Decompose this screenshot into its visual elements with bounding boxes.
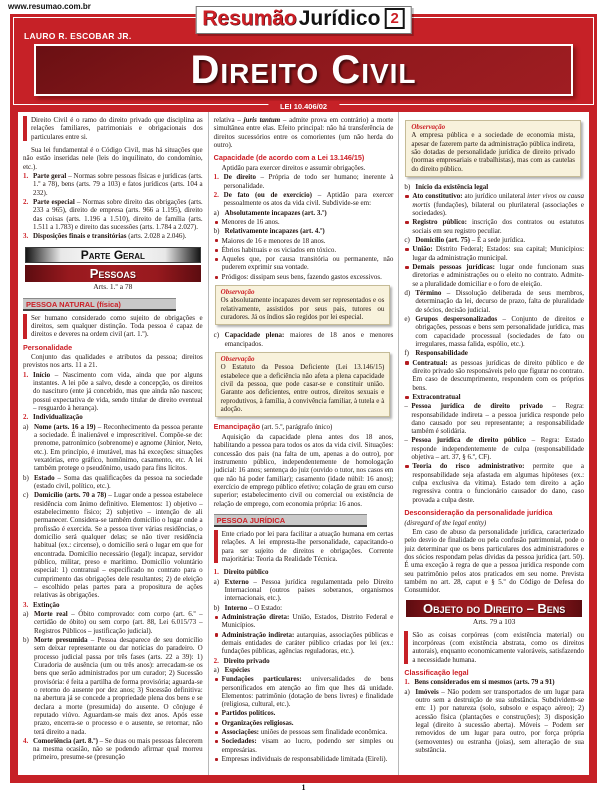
item-number: 1. [23, 370, 29, 379]
sub-item [23, 610, 203, 635]
item-letter: f) [404, 349, 410, 358]
item-lead: Estado [34, 473, 55, 482]
item-letter: c) [404, 235, 410, 244]
bullet-lead: Extracontratual [412, 392, 461, 401]
observation-title: Observação [220, 355, 255, 364]
bullet-item [214, 728, 394, 736]
section-header-objeto-do-direito: Objeto do Direito – Bens [406, 600, 582, 617]
bullet-text: universalidades de bens personificados em atenção ao fim que lhes dá unidade. Elementos: patrimônio (dotação de bens livres) e finalidade (religiosa, cultural, etc.). [221, 675, 394, 709]
bullet-text: permite que a responsabilidade seja afastada em algumas hipóteses (ex.: culpa exclusiva da vítima). Estado tem direito a ação regressiva contra o funcionário causador do dano, caso provada a culpa deste. [412, 462, 585, 504]
sub-item [23, 474, 203, 491]
item-lead: De direito [223, 173, 257, 182]
definition-block: São as coisas corpóreas (com existência material) ou incorpóreas (com existência abstrata, como os direitos autorais), enquanto economicamente valoráveis, satisfazendo a necessidade humana. [404, 631, 584, 664]
observation-text: A empresa pública e a sociedade de economia mista, apesar de fazerem parte da administração pública indireta, são dotadas de personalidade jurídica de direito privado (normas empresariais e trabalhistas), mas com as cautelas do direito público. [411, 131, 576, 173]
item-text: (arts. 2.028 a 2.046). [126, 232, 187, 241]
heading-text: Emancipação [213, 422, 261, 432]
item-text: – Não podem ser transportados de um lugar para outro sem a destruição de sua substância. Subdividem-se em: 1) por natureza (solo, subsolo e espaço aéreo); 2) acessão física (plantações e construções); 3) disposição legal (direito à sucessão aberta). Móveis – Podem ser removidos de um lugar para outro, por força própria (semoventes) ou estranha (joias), sem alteração de sua substância. [415, 687, 585, 755]
item-lead: Grupos despersonalizados [415, 314, 498, 323]
list-item [404, 678, 584, 686]
sub-item [404, 183, 584, 191]
sub-item [214, 331, 394, 348]
bullet-lead: Sociedades: [221, 737, 257, 746]
list-item [23, 371, 203, 413]
item-text: – Conjunto de direitos e obrigações, pessoas e bens sem personalidade jurídica, mas com capacidade processual (sociedades de fato ou irregulares, massa falida, espólio, etc.). [415, 314, 585, 348]
item-lead: Parte geral [33, 171, 67, 180]
subsection-pessoa-juridica: PESSOA JURÍDICA [214, 514, 367, 527]
law-badge: LEI 10.406/02 [268, 101, 339, 112]
bullet-item [214, 675, 394, 708]
latin-term: juris tantum [243, 116, 281, 124]
column-1 [18, 112, 208, 775]
item-letter: c) [213, 331, 220, 340]
topic-heading-personalidade: Personalidade [23, 342, 73, 352]
item-letter: a) [23, 609, 29, 618]
item-letter: a) [213, 577, 220, 586]
topic-heading-desconsideracao: Desconsideração da personalidade jurídica [404, 508, 553, 518]
bullet-lead: União: [412, 245, 433, 254]
item-letter: a) [213, 665, 220, 674]
sub-item [404, 315, 584, 348]
articles-range: Arts. 1.º a 78 [93, 281, 133, 291]
item-number: 3. [23, 232, 29, 241]
item-lead: Bens considerados em si mesmos (arts. 79 a 91) [414, 678, 555, 687]
item-lead: Interno [224, 603, 248, 612]
latin-term: inter vivos ou causa mortis [412, 192, 585, 209]
bullet-item [404, 192, 584, 217]
bullet-text: Empresas individuais de responsabilidade limitada (Eireli). [221, 755, 388, 764]
bullet-text: uniões de pessoas sem finalidade econômica. [259, 728, 388, 737]
paragraph: Conjunto das qualidades e atributos da pessoa; direitos previstos nos arts. 11 a 21. [23, 353, 203, 370]
bullet-text: (fundações), bilateral ou plurilateral (associações e sociedades). [412, 200, 585, 217]
dash-item [404, 436, 584, 461]
item-letter: a) [213, 208, 220, 217]
sheet [10, 7, 597, 783]
item-text: – Nascimento com vida, ainda que por alguns instantes. A lei põe a salvo, desde a concepção, os direitos do nascituro (ente já concebido, mas que ainda não nasceu; possui expectativa de vida, sendo titular de direito eventual – resguardo à herança). [33, 370, 203, 413]
list-item [214, 191, 394, 208]
sub-item [214, 578, 394, 603]
item-text: – Lugar onde a pessoa estabelece residência com ânimo definitivo. Elementos: 1) objetivo – estabelecimento físico; 2) subjetivo – intenção de ali permanecer. Considera-se também domicílio o lugar onde a profissão é exercida. Se a pessoa tiver várias residências, o domicílio será qualquer delas; se não tiver residência habitual (ex.: circense), o domicílio será o lugar em que for encontrada. Domicílio necessário (legal): incapaz, servidor público, militar, preso e marítimo. Domicílio voluntário especial: 1) contratual – especificado no contrato para o cumprimento das obrigações dele resultantes; 2) de eleição – escolhido pelas partes para a propositura de ações relativas às obrigações. [34, 491, 203, 600]
dash-lead: Pessoa jurídica de direito privado [411, 402, 543, 411]
brand-logo [195, 6, 412, 34]
list-item [214, 568, 394, 576]
bullet-lead: Fundações particulares: [221, 675, 302, 684]
item-lead: Morte presumida [34, 635, 88, 644]
list-item [23, 198, 203, 231]
item-text: – Se duas ou mais pessoas falecerem na mesma ocasião, não se podendo afirmar qual morreu primeiro, presume-se (presunção [33, 736, 203, 762]
item-text: – Normas sobre pessoas físicas e jurídicas (arts. 1.º a 78), bens (arts. 79 a 103) e fatos jurídicos (arts. 104 a 232). [33, 171, 203, 197]
item-letter: e) [404, 314, 410, 323]
list-item [23, 737, 203, 762]
text: relativa – [213, 116, 244, 124]
item-letter: d) [404, 288, 411, 297]
item-number: 2. [23, 197, 29, 206]
subsection-pessoa-natural: PESSOA NATURAL (física) [23, 298, 176, 311]
bullet-text: União, Estados, Distrito Federal e Municípios. [221, 612, 394, 630]
list-item [23, 172, 203, 197]
paragraph: Sua lei fundamental é o Código Civil, mas há situações que não estão inseridas nele (leis do inquilinato, do condomínio, etc.). [23, 145, 203, 171]
item-letter: c) [23, 491, 29, 500]
item-number: 4. [23, 736, 29, 745]
bullet-item [404, 462, 584, 504]
bullet-text: ato jurídico unilateral [462, 192, 528, 201]
item-text: – Aptidão para exercer pessoalmente os atos da vida civil. Subdivide-se em: [223, 190, 394, 208]
item-number: 1. [213, 173, 219, 182]
observation-text: Os absolutamente incapazes devem ser representados e os relativamente, assistidos por seus pais, tutores ou curadores. Já os índios são regidos por lei especial. [220, 296, 385, 322]
sub-item [23, 423, 203, 473]
site-url: www.resumao.com.br [8, 2, 91, 11]
bullet-lead: Contratual: [412, 358, 448, 367]
list-item [214, 173, 394, 190]
definition-block: Ser humano considerado como sujeito de obrigações e direitos, sem qualquer distinção. Toda pessoa é capaz de direitos e deveres na ordem civil (art. 1.º). [23, 314, 203, 339]
bullet-item [404, 263, 584, 288]
item-text: – É a sede jurídica. [469, 235, 526, 244]
bullet-text: inscrição dos contratos ou estatutos sociais em seu registro peculiar. [412, 218, 585, 235]
bullet-lead: Ato constitutivo: [412, 192, 463, 201]
observation-box [215, 285, 391, 325]
bullet-item [214, 631, 394, 656]
item-text: – Soma das qualificações da pessoa na sociedade (estado civil, político, etc.). [34, 473, 203, 490]
item-number: 1. [213, 568, 219, 577]
item-lead: Externo [224, 577, 249, 586]
item-letter: a) [23, 422, 29, 431]
topic-heading-emancipacao [214, 423, 394, 432]
item-lead: De fato (ou de exercício) [223, 190, 312, 199]
dash-text: – Regra: responsabilidade indireta – a pessoa jurídica responde pelo dano causado por seu representante; a responsabilidade também é solidária. [411, 402, 585, 436]
author-name: LAURO R. ESCOBAR JR. [24, 31, 132, 41]
item-number: 2. [213, 656, 219, 665]
dash-text: – Regra: Estado responde independentemente de culpa (responsabilidade objetiva – art. 37, § 6.º, CF). [411, 436, 585, 462]
bullet-item [214, 719, 394, 727]
header [13, 7, 594, 111]
title-panel [34, 44, 573, 96]
item-lead: Domicílio (arts. 70 a 78) [34, 491, 107, 500]
bullet-lead: Administração indireta: [221, 630, 295, 639]
item-number: 1. [23, 171, 29, 180]
item-lead: Comoriência (art. 8.º) [33, 736, 98, 745]
bullet-item [404, 359, 584, 392]
sub-item [404, 688, 584, 755]
item-text: – Pessoa desaparece de seu domicílio sem deixar representante ou dar notícias do paradeiro. O processo judicial passa por três fases (arts. 22 a 39): 1) Curadoria de ausência (um ou três anos): arrecadam-se os bens que serão administrados por um curador; 2) Sucessão provisória: é feita a partilha de forma provisória; aguarda-se o retorno do ausente por dez anos; 3) Sucessão definitiva: na abertura já se concede a propriedade plena dos bens e se declara a morte (presumida) do ausente. O cônjuge é reputado viúvo. Aguardam-se mais dez anos. Após esse prazo, encerra-se o processo e o ausente, se retornar, não terá direito a nada. [34, 635, 203, 736]
sub-item [214, 666, 394, 674]
item-letter: b) [213, 603, 220, 612]
item-lead: Capacidade plena: [224, 331, 285, 340]
list-item [214, 657, 394, 665]
observation-title: Observação [411, 123, 446, 131]
dash-lead: Pessoa jurídica de direito público [411, 436, 527, 445]
column-3 [398, 112, 589, 775]
articles-range: Arts. 79 a 103 [472, 616, 516, 626]
brand-volume-badge: 2 [384, 8, 404, 29]
sub-item [404, 236, 584, 244]
item-lead: Nome (arts. 16 a 19) [34, 422, 96, 431]
paragraph: Aptidão para exercer direitos e assumir obrigações. [221, 163, 366, 172]
item-lead: Imóveis [415, 687, 439, 696]
content-area [18, 112, 589, 775]
item-text: – O Estado: [247, 603, 283, 612]
observation-text: O Estatuto da Pessoa Deficiente (Lei 13.146/15) estabelece que a deficiência não afeta a plena capacidade civil da pessoa, que pode casar-se e constituir união. Garante aos deficientes, entre outros, direitos sexuais e reprodutivos, à família, à convivência familiar, à tutela e à adoção. [220, 363, 385, 414]
bullet-lead: Demais pessoas jurídicas: [412, 262, 495, 271]
bullet-text: autarquias, associações públicas e demais entidades de caráter público criadas por lei (ex.: fundações públicas, agências reguladoras, etc.). [221, 630, 394, 656]
bullet-item [214, 613, 394, 630]
bullet-lead: Organizações religiosas. [221, 718, 294, 727]
item-text: – Dissolução deliberada de seus membros, determinação da lei, decurso de prazo, falta de pluralidade de sócios, decisão judicial. [415, 288, 585, 314]
item-lead: Domicílio (art. 75) [415, 235, 470, 244]
bullet-item: Maiores de 16 e menores de 18 anos. [214, 237, 394, 245]
topic-heading-capacidade: Capacidade (de acordo com a Lei 13.146/15) [213, 153, 365, 163]
item-text: – Óbito comprovado: com corpo (art. 6.º – certidão de óbito) ou sem corpo (art. 88, Lei 6.015/73 – Registros Públicos – justificação judicial). [34, 609, 203, 635]
brand-word-resumao: Resumão [202, 7, 297, 30]
item-lead: Direito privado [223, 656, 270, 665]
item-number: 1. [404, 678, 410, 687]
item-lead: Absolutamente incapazes (art. 3.º) [224, 208, 327, 217]
item-lead: Espécies [224, 665, 250, 674]
text: – admite prova em contrário) a morte simultânea entre elas. Efeito principal: não há transferência de direitos sucessórios entre os comorientes (um não herda do outro). [213, 116, 394, 149]
sub-item [404, 289, 584, 314]
observation-box [405, 120, 581, 177]
definition-block: Ente criado por lei para facilitar a atuação humana em certas relações. A lei empresta-lhe personalidade, capacitando-o para ser sujeito de direitos e obrigações. Corrente majoritária: Teoria da Realidade Técnica. [214, 530, 394, 563]
item-lead: Extinção [33, 600, 60, 609]
item-number: 2. [213, 190, 219, 199]
sub-item [23, 491, 203, 599]
bullet-item: Menores de 16 anos. [214, 218, 394, 226]
intro-block: Direito Civil é o ramo do direito privado que disciplina as relações familiares, patrimoniais e obrigacionais dos particulares entre si. [23, 116, 203, 141]
list-item [23, 232, 203, 240]
translation-text: (disregard of the legal entity) [404, 518, 487, 527]
bullet-item [404, 393, 584, 401]
sub-item [214, 604, 394, 612]
column-2 [208, 112, 399, 775]
bullet-lead: Partidos políticos. [221, 709, 276, 718]
heading-translation [404, 519, 584, 527]
item-letter: b) [23, 635, 29, 644]
item-text: maiores de 18 anos e menores emancipados. [224, 331, 394, 348]
page-title: Direito Civil [190, 48, 417, 92]
sub-item [23, 636, 203, 736]
bullet-item: Ébrios habituais e os viciados em tóxico. [214, 246, 394, 254]
bullet-item [214, 755, 394, 763]
section-header-pessoas: Pessoas [25, 265, 201, 282]
item-text: – Normas sobre direito das obrigações (arts. 233 a 965), direito de empresa (arts. 966 a 1.195), direito das coisas (arts. 1.196 a 1.510), direito de família (arts. 1.511 a 1.783) e direito das sucessões (arts. 1.784 a 2.027). [33, 197, 203, 231]
topic-heading-classificacao: Classificação legal [404, 667, 469, 677]
item-letter: b) [213, 227, 220, 236]
bullet-lead: Teoria do risco administrativo: [412, 462, 525, 471]
item-lead: Início da existência legal [415, 182, 489, 191]
bullet-item: Aqueles que, por causa transitória ou permanente, não puderem exprimir sua vontade. [214, 255, 394, 272]
item-text: – Reconhecimento da pessoa perante a sociedade. É inalienável e imprescritível. Compõe-se de: prenome, patronímico (sobrenome) e agnome (Júnior, Neto, etc.). Em princípio, é imutável, mas há exceções: situações vexatórias, erro gráfico, homônimo, casamento, etc. A lei também protege o pseudônimo, usado para fins lícitos. [34, 422, 203, 473]
page-number: 1 [301, 783, 306, 792]
bullet-lead: Administração direta: [221, 612, 290, 621]
item-lead: Morte real [34, 609, 68, 618]
bullet-text: Distrito Federal; Estados: sua capital; Municípios: lugar da administração municipal. [412, 245, 585, 262]
bullet-item: Pródigos: dissipam seus bens, fazendo gastos excessivos. [214, 273, 394, 281]
observation-box [215, 352, 391, 417]
bullet-item [404, 218, 584, 235]
item-text: – Pessoa jurídica regulamentada pelo Direito Internacional (outros países soberanos, organismos internacionais, etc.). [224, 577, 394, 603]
list-item [23, 601, 203, 609]
bullet-item [214, 709, 394, 717]
bullet-lead: Associações: [221, 728, 259, 737]
bullet-item [214, 737, 394, 754]
bullet-text: as pessoas jurídicas de direito público e de direito privado são responsáveis pelo que figurar no contrato. Em caso de descumprimento, respondem com os próprios bens. [412, 358, 585, 392]
bullet-text: lugar onde funcionam suas diretorias e administrações ou o eleito no contrato. Admite-se a pluralidade domiciliar e o foro de eleição. [412, 262, 585, 288]
paragraph: Aquisição da capacidade plena antes dos 18 anos, habilitando a pessoa para todos os atos da vida civil. Situações: concessão dos pais (na falta de um, apenas a do outro), por instrumento público, independentemente de homologação judicial: 16 anos; sentença do juiz (ouvido o tutor, nos casos em que não há poder familiar); casamento (idade núbil: 16 anos); exercício de emprego público efetivo; colação de grau em curso superior; estabelecimento civil ou comercial ou existência de relação de emprego, com economia própria: 16 anos. [213, 432, 394, 508]
item-number: 3. [23, 600, 29, 609]
dash-item [404, 402, 584, 435]
bullet-lead: Registro público: [412, 218, 467, 227]
item-lead: Individualização [33, 413, 83, 422]
bullet-item [404, 245, 584, 262]
item-letter: b) [404, 182, 411, 191]
item-lead: Relativamente incapazes (art. 4.º) [224, 227, 325, 236]
item-lead: Responsabilidade [415, 349, 468, 358]
bullet-text: visam ao lucro, podendo ser simples ou empresárias. [221, 737, 394, 754]
list-item [23, 413, 203, 421]
section-header-parte-geral: Parte Geral [25, 247, 201, 263]
paragraph: Em caso de abuso da personalidade jurídica, caracterizado pelo desvio de finalidade ou pela confusão patrimonial, pode o juiz determinar que os bens particulares dos administradores e dos sócios respondam pelas dívidas da pessoa jurídica (art. 50). É uma exceção à regra de que a pessoa jurídica responde com seu patrimônio pelos atos praticados em seu nome. Prevista também no art. 28, caput e § 5.º do Código de Defesa do Consumidor. [404, 528, 585, 595]
sub-item [214, 209, 394, 217]
sub-item [214, 227, 394, 235]
item-letter: a) [404, 687, 410, 696]
item-lead: Início [33, 370, 51, 379]
item-lead: Término [415, 288, 442, 297]
item-lead: Disposições finais e transitórias [33, 232, 127, 241]
item-lead: Parte especial [33, 197, 75, 206]
observation-title: Observação [220, 288, 255, 297]
item-letter: b) [23, 473, 29, 482]
continuation-paragraph [214, 116, 394, 149]
item-text: – Própria de todo ser humano; inerente à personalidade. [223, 173, 394, 190]
sub-item [404, 349, 584, 357]
item-number: 2. [23, 413, 29, 422]
item-lead: Direito público [223, 568, 269, 577]
heading-suffix: (art. 5.º, parágrafo único) [260, 423, 333, 432]
brand-word-juridico: Jurídico [298, 7, 381, 30]
